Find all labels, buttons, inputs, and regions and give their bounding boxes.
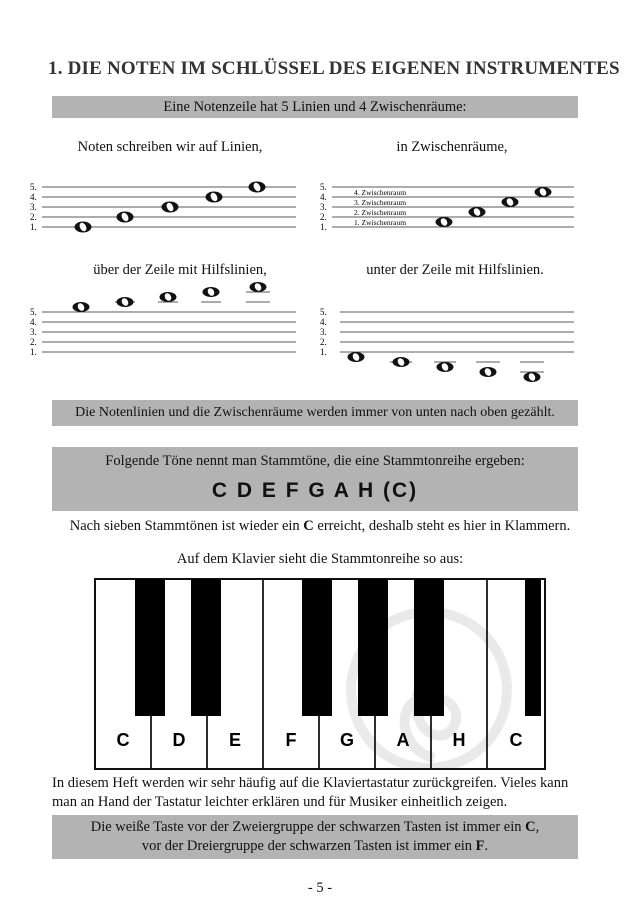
line-label-3: 3. — [30, 327, 37, 337]
key-label-f: F — [285, 730, 297, 750]
white-key-rule-bar — [52, 815, 578, 859]
page-number: - 5 - — [307, 880, 333, 896]
seven-note-text-b: erreicht, deshalb steht es hier in Klammern. — [313, 518, 571, 534]
line-label-5: 5. — [320, 307, 327, 317]
line-label-2: 2. — [30, 337, 37, 347]
rule-line1-text: Die weiße Taste vor der Zweiergruppe der schwarzen Tasten ist immer ein — [90, 819, 526, 835]
rule-line2-bold: F — [475, 838, 485, 854]
space-label-3: 3. Zwischenraum — [354, 198, 407, 207]
note-in-space-4 — [535, 187, 552, 197]
key-label-a: A — [396, 730, 410, 750]
line-label-1: 1. — [320, 347, 327, 357]
caption-on-lines: Noten schreiben wir auf Linien, — [77, 139, 263, 155]
key-label-e: E — [228, 730, 242, 750]
staff-notes-on-lines — [28, 178, 308, 238]
stammtonreihe: C D E F G A H (C) — [211, 479, 419, 502]
note-above-1 — [73, 302, 90, 312]
black-key-fis — [302, 579, 332, 716]
key-label-c: C — [116, 730, 130, 750]
white-key-rule-line1 — [52, 818, 578, 837]
note-on-line-1 — [75, 222, 92, 233]
stammtoene-bar — [52, 447, 578, 511]
line-label-2: 2. — [30, 212, 37, 222]
staff-below-ledger — [318, 303, 588, 387]
note-in-space-3 — [502, 197, 519, 207]
staff-notes-in-spaces — [318, 178, 588, 238]
note-in-space-1 — [436, 217, 453, 227]
white-key-rule-line2 — [52, 837, 578, 856]
line-label-3: 3. — [320, 202, 327, 212]
keyboard-explanation: In diesem Heft werden wir sehr häufig auf die Klaviertastatur zurückgreifen. Vieles kann man an Hand der Tastatur leichter erklären und für Musiker einheitlich zeigen. — [52, 775, 569, 810]
note-below-3 — [437, 362, 454, 372]
note-above-5 — [250, 282, 267, 292]
seven-note-text-a: Nach sieben Stammtönen ist wieder ein — [69, 518, 304, 534]
space-label-1: 1. Zwischenraum — [354, 218, 407, 227]
staff-above-ledger — [28, 278, 308, 360]
black-keys — [135, 579, 541, 716]
line-label-1: 1. — [30, 347, 37, 357]
line-label-1: 1. — [30, 222, 37, 232]
note-in-space-2 — [469, 207, 486, 217]
seven-note-text-bold: C — [303, 518, 314, 534]
note-on-line-2 — [117, 212, 134, 223]
black-key-dis — [191, 579, 221, 716]
key-label-g: G — [339, 730, 355, 750]
line-label-4: 4. — [30, 317, 37, 327]
note-below-5 — [524, 372, 541, 382]
note-below-2 — [393, 357, 410, 367]
rule-line1-bold: C — [525, 819, 536, 835]
note-above-4 — [203, 287, 220, 297]
rule-line2-text: vor der Dreiergruppe der schwarzen Tasten ist immer ein — [141, 838, 476, 854]
note-above-2 — [117, 297, 134, 307]
stammtoene-intro: Folgende Töne nennt man Stammtöne, die eine Stammtonreihe ergeben: — [105, 453, 525, 469]
line-label-4: 4. — [30, 192, 37, 202]
line-label-4: 4. — [320, 317, 327, 327]
line-label-5: 5. — [30, 182, 37, 192]
line-label-1: 1. — [320, 222, 327, 232]
key-label-d: D — [172, 730, 186, 750]
rule-line1-end: , — [535, 819, 540, 835]
black-key-ais — [414, 579, 444, 716]
piano-keyboard — [94, 578, 546, 770]
seven-note-text — [0, 518, 640, 535]
notenzeile-header-bar: Eine Notenzeile hat 5 Linien und 4 Zwischenräume: — [52, 96, 578, 118]
piano-caption: Auf dem Klavier sieht die Stammtonreihe so aus: — [176, 551, 464, 567]
caption-in-spaces: in Zwischenräume, — [396, 139, 508, 155]
black-key-cis — [135, 579, 165, 716]
line-label-5: 5. — [320, 182, 327, 192]
note-on-line-4 — [206, 192, 223, 203]
line-label-4: 4. — [320, 192, 327, 202]
line-label-5: 5. — [30, 307, 37, 317]
note-below-4 — [480, 367, 497, 377]
key-label-c2: C — [509, 730, 523, 750]
page-title: 1. DIE NOTEN IM SCHLÜSSEL DES EIGENEN INSTRUMENTES — [48, 58, 620, 79]
caption-below-staff: unter der Zeile mit Hilfslinien. — [366, 262, 544, 278]
line-label-3: 3. — [320, 327, 327, 337]
key-label-h: H — [452, 730, 466, 750]
staff-line-labels — [30, 182, 37, 232]
note-on-line-3 — [162, 202, 179, 213]
note-on-line-5 — [249, 182, 266, 193]
caption-above-staff: über der Zeile mit Hilfslinien, — [93, 262, 267, 278]
black-key-gis — [358, 579, 388, 716]
line-label-2: 2. — [320, 212, 327, 222]
rule-line2-end: . — [484, 838, 489, 854]
line-label-3: 3. — [30, 202, 37, 212]
space-label-4: 4. Zwischenraum — [354, 188, 407, 197]
note-above-3 — [160, 292, 177, 302]
black-key-cis2 — [525, 579, 541, 716]
space-label-2: 2. Zwischenraum — [354, 208, 407, 217]
line-label-2: 2. — [320, 337, 327, 347]
counting-info-bar: Die Notenlinien und die Zwischenräume werden immer von unten nach oben gezählt. — [52, 400, 578, 426]
note-below-1 — [348, 352, 365, 362]
